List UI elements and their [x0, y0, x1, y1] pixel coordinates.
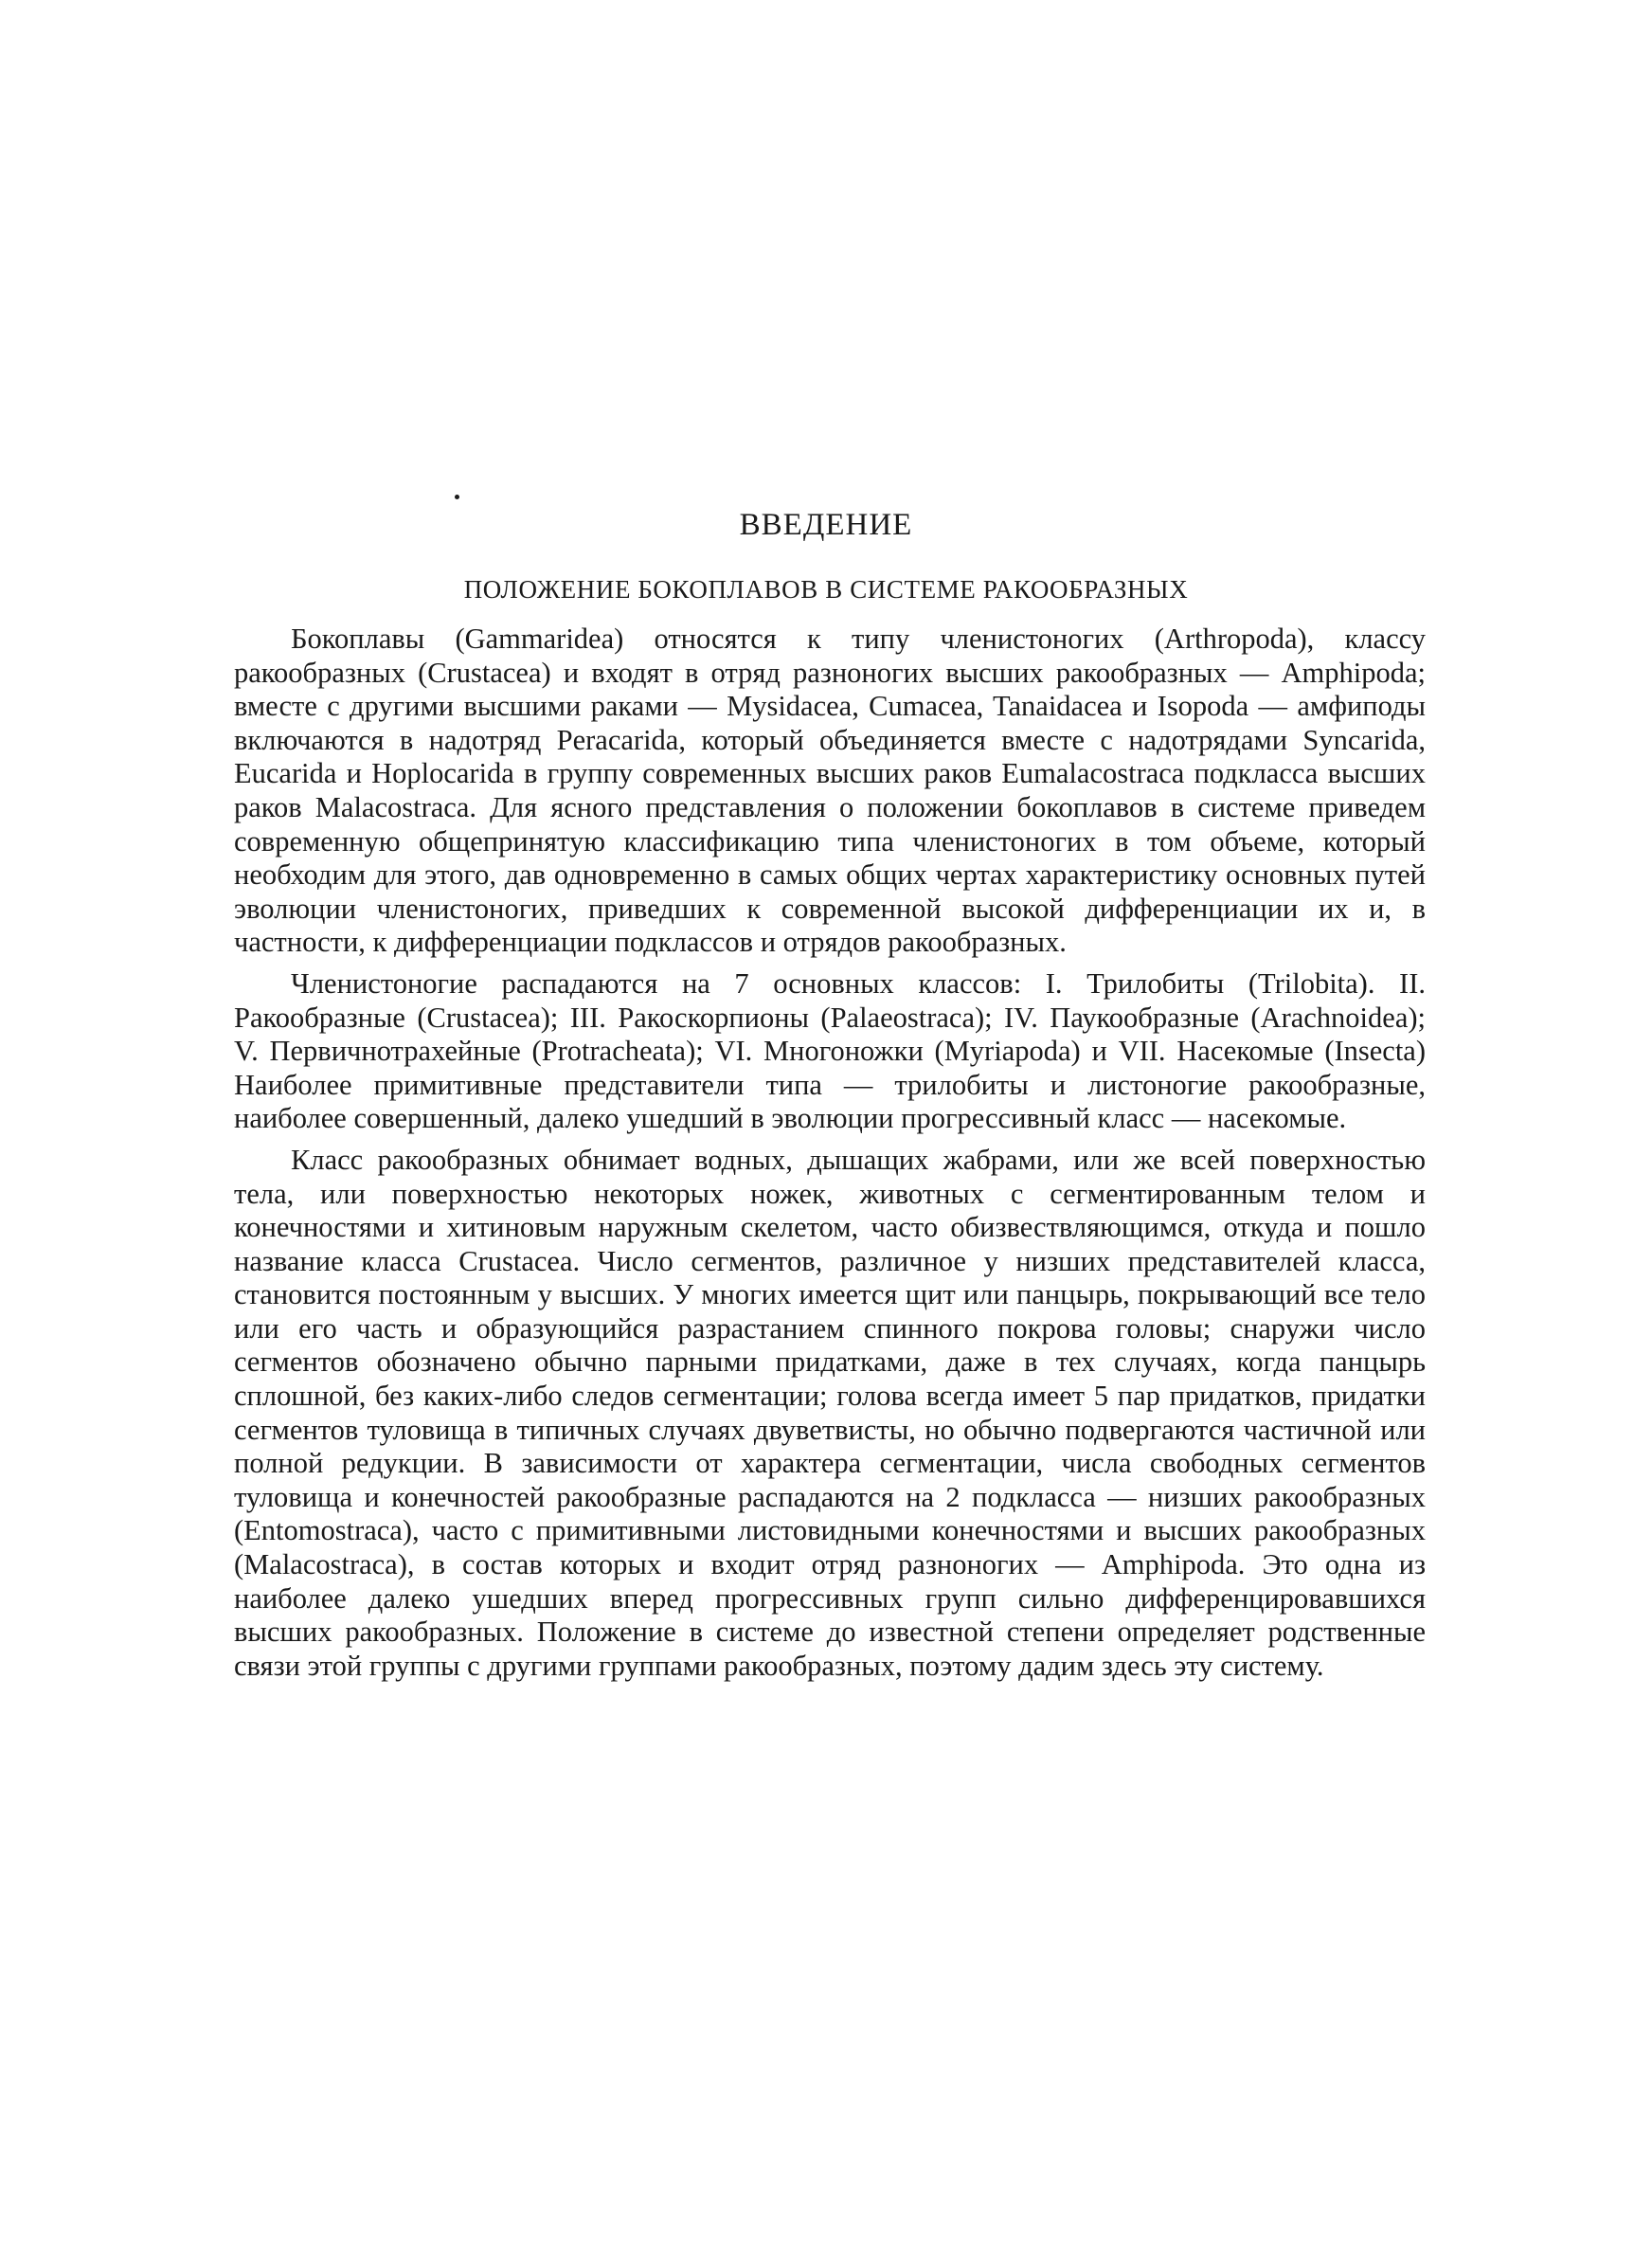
section-subtitle: ПОЛОЖЕНИЕ БОКОПЛАВОВ В СИСТЕМЕ РАКООБРАЗНЫХ	[463, 575, 1189, 604]
paragraph: Бокоплавы (Gammaridea) относятся к типу членистоногих (Arthropoda), классу ракообразных (Crustacea) и входят в отряд разноногих высших ракообразных — Amphipoda; вместе с другими высшими раками — Mysidacea, Cumacea, Tanaidacea и Isopoda — амфиподы включаются в надотряд Peracarida, который объединяется вместе с надотрядами Syncarida, Eucarida и Hoplocarida в группу современных высших раков Eumalacostraca подкласса высших раков Malacostraca. Для ясного представления о положении бокоплавов в системе приведем современную общепринятую классификацию типа членистоногих в том объеме, который необходим для этого, дав одновременно в самых общих чертах характеристику основных путей эволюции членистоногих, приведших к современной высокой дифференциации их и, в частности, к дифференциации подклассов и отрядов ракообразных.	[234, 623, 1426, 959]
paragraph: Класс ракообразных обнимает водных, дышащих жабрами, или же всей поверхностью тела, или поверхностью некоторых ножек, животных с сегментированным телом и конечностями и хитиновым наружным скелетом, часто обизвествляющимся, откуда и пошло название класса Crustacea. Число сегментов, различное у низших представителей класса, становится постоянным у высших. У многих имеется щит или панцырь, покрывающий все тело или его часть и образующийся разрастанием спинного покрова головы; снаружи число сегментов обозначено обычно парными придатками, даже в тех случаях, когда панцырь сплошной, без каких-либо следов сегментации; голова всегда имеет 5 пар придатков, придатки сегментов туловища в типичных случаях двуветвисты, но обычно подвергаются частичной или полной редукции. В зависимости от характера сегментации, числа свободных сегментов туловища и конечностей ракообразные распадаются на 2 подкласса — низших ракообразных (Entomostraca), часто с примитивными листовидными конечностями и высших ракообразных (Malacostraca), в состав которых и входит отряд разноногих — Amphipoda. Это одна из наиболее далеко ушедших вперед прогрессивных групп сильно дифференцировавшихся высших ракообразных. Положение в системе до известной степени определяет родственные связи этой группы с другими группами ракообразных, поэтому дадим здесь эту систему.	[234, 1143, 1426, 1682]
paragraph: Членистоногие распадаются на 7 основных классов: I. Трилобиты (Trilobita). II. Ракообразные (Crustacea); III. Ракоскорпионы (Palaeostraca); IV. Паукообразные (Arachnoidea); V. Первичнотрахейные (Protracheata); VI. Многоножки (Myriapoda) и VII. Насекомые (Insecta) Наиболее примитивные представители типа — трилобиты и листоногие ракообразные, наиболее совершенный, далеко ушедший в эволюции прогрессивный класс — насекомые.	[234, 966, 1426, 1135]
print-speck	[455, 495, 459, 499]
body-text	[234, 623, 1426, 1690]
chapter-title: ВВЕДЕНИЕ	[739, 508, 913, 542]
